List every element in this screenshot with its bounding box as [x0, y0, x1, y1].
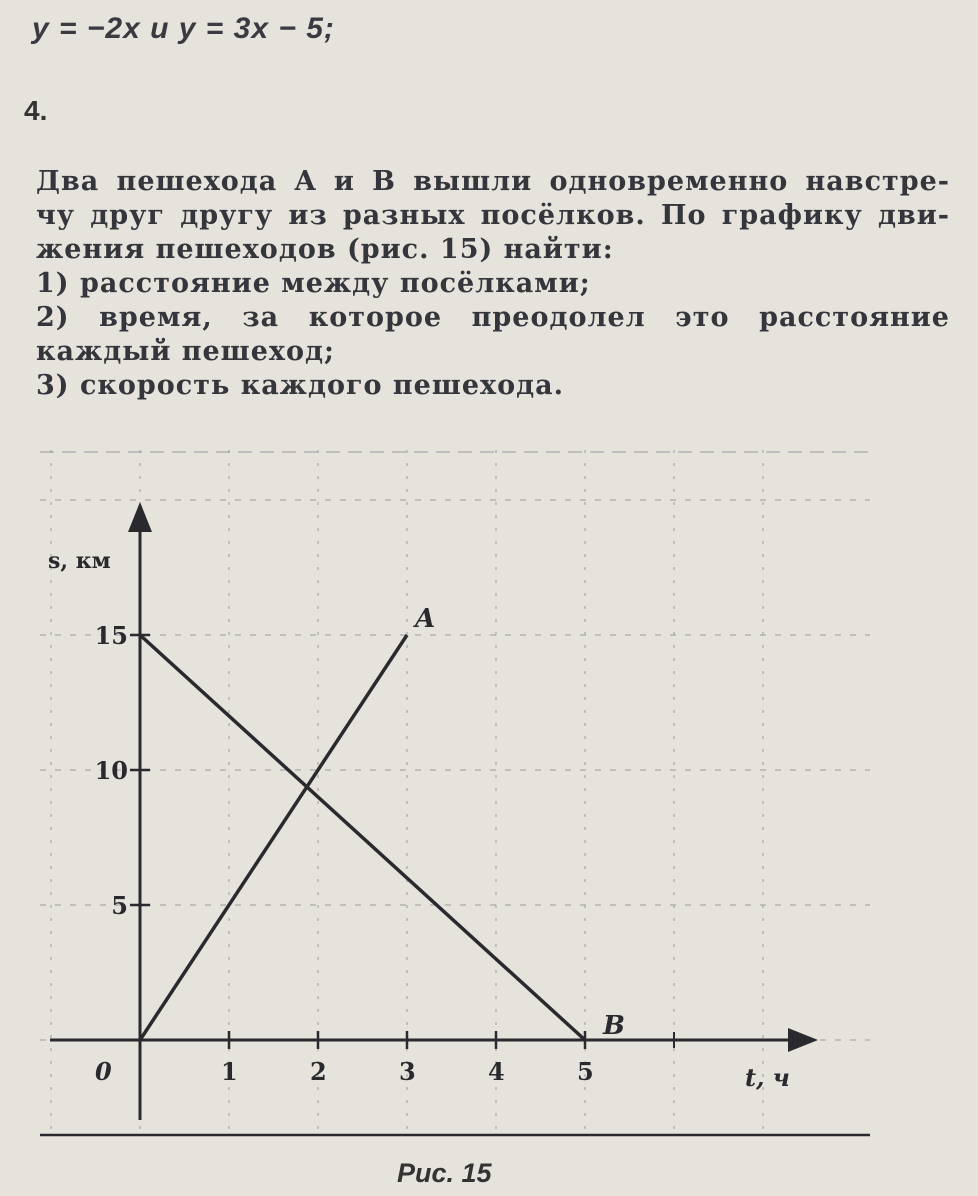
question-1: 1) расстояние между посёлками; — [36, 268, 591, 299]
problem-text — [36, 165, 950, 403]
question-3: 3) скорость каждого пешехода. — [36, 370, 565, 401]
series-label-B: B — [603, 1011, 625, 1041]
previous-equations: y = −2x и y = 3x − 5; — [32, 12, 335, 45]
y-tick-label: 10 — [94, 756, 128, 785]
x-tick-label: 3 — [399, 1057, 416, 1086]
origin-label: 0 — [95, 1057, 112, 1086]
x-tick-label: 1 — [221, 1057, 238, 1086]
series-lines — [140, 635, 585, 1040]
x-axis-label: t, ч — [745, 1063, 790, 1092]
question-2: 2) время, за которое преодолел это расстояние — [36, 302, 950, 333]
y-tick-label: 5 — [111, 891, 128, 920]
question-2-cont: каждый пешеход; — [36, 336, 335, 367]
problem-line-3: жения пешеходов (рис. 15) найти: — [36, 234, 614, 265]
problem-line-1: Два пешехода A и B вышли одновременно навстре- — [36, 166, 950, 197]
problem-number: 4. — [24, 95, 48, 126]
x-tick-label: 2 — [310, 1057, 327, 1086]
x-tick-label: 5 — [577, 1057, 594, 1086]
series-label-A: A — [415, 604, 436, 634]
distance-time-graph — [0, 440, 978, 1155]
series-line-B — [140, 635, 585, 1040]
figure-caption: Рис. 15 — [397, 1158, 492, 1188]
y-axis-label: s, км — [48, 548, 111, 574]
x-tick-label: 4 — [488, 1057, 505, 1086]
problem-line-2: чу друг другу из разных посёлков. По графику дви- — [36, 200, 950, 231]
y-tick-label: 15 — [94, 621, 128, 650]
axis-ticks — [130, 635, 674, 1049]
grid-lines — [40, 450, 870, 1130]
series-line-A — [140, 635, 407, 1040]
